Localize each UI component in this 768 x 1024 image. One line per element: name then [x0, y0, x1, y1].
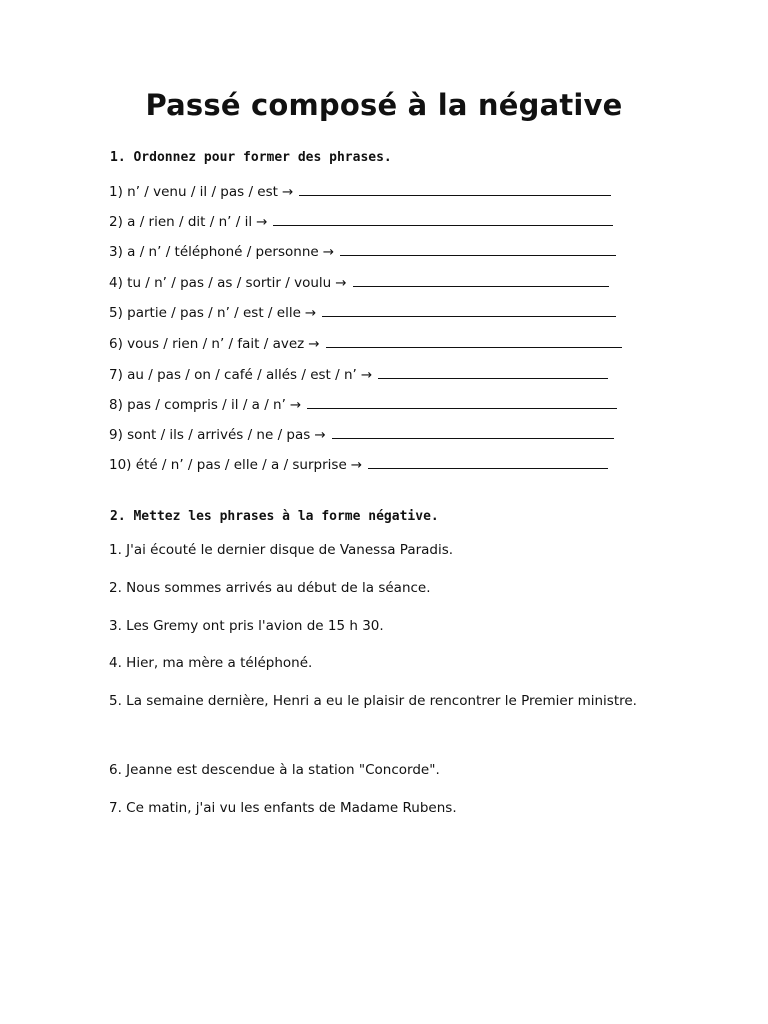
arrow-icon: → [308, 336, 320, 352]
answer-blank [273, 213, 613, 226]
answer-blank [299, 183, 611, 196]
sentence-item-7: 7. Ce matin, j'ai vu les enfants de Madame Rubens. [109, 800, 457, 816]
arrow-icon: → [281, 184, 294, 200]
answer-blank [378, 366, 608, 379]
arrow-icon: → [350, 457, 363, 473]
exercise-prompt: 10) été / n’ / pas / elle / a / surprise [109, 457, 347, 473]
answer-blank [326, 335, 622, 348]
exercise-row-4 [109, 273, 669, 293]
exercise-row-2 [109, 212, 669, 232]
answer-blank [307, 396, 617, 409]
sentence-item-4: 4. Hier, ma mère a téléphoné. [109, 655, 313, 671]
answer-blank [353, 274, 609, 287]
arrow-icon: → [256, 214, 268, 230]
exercise-prompt: 1) n’ / venu / il / pas / est [109, 184, 278, 200]
exercise-row-9 [109, 425, 669, 445]
section-2-heading: 2. Mettez les phrases à la forme négative. [110, 509, 439, 524]
sentence-item-3: 3. Les Gremy ont pris l'avion de 15 h 30. [109, 618, 384, 634]
exercise-prompt: 6) vous / rien / n’ / fait / avez [109, 336, 305, 352]
exercise-prompt: 9) sont / ils / arrivés / ne / pas [109, 427, 311, 443]
exercise-row-6 [109, 334, 669, 354]
sentence-item-6: 6. Jeanne est descendue à la station "Concorde". [109, 762, 440, 778]
page-title: Passé composé à la négative [145, 88, 623, 122]
exercise-row-7 [109, 365, 669, 385]
sentence-item-2: 2. Nous sommes arrivés au début de la séance. [109, 580, 431, 596]
answer-blank [322, 304, 616, 317]
exercise-prompt: 7) au / pas / on / café / allés / est / n’ [109, 367, 357, 383]
arrow-icon: → [322, 244, 335, 260]
exercise-row-1 [109, 182, 669, 202]
answer-blank [368, 456, 608, 469]
exercise-prompt: 4) tu / n’ / pas / as / sortir / voulu [109, 275, 332, 291]
sentence-item-1: 1. J'ai écouté le dernier disque de Vanessa Paradis. [109, 542, 454, 558]
exercise-prompt: 8) pas / compris / il / a / n’ [109, 397, 286, 413]
arrow-icon: → [304, 305, 317, 321]
exercise-row-8 [109, 395, 669, 415]
answer-blank [332, 426, 614, 439]
exercise-prompt: 5) partie / pas / n’ / est / elle [109, 305, 301, 321]
answer-blank [340, 243, 616, 256]
exercise-row-3 [109, 242, 669, 262]
arrow-icon: → [289, 397, 302, 413]
sentence-item-5: 5. La semaine dernière, Henri a eu le plaisir de rencontrer le Premier ministre. [109, 693, 637, 709]
section-1-heading: 1. Ordonnez pour former des phrases. [110, 150, 392, 165]
arrow-icon: → [335, 275, 347, 291]
exercise-prompt: 3) a / n’ / téléphoné / personne [109, 244, 319, 260]
arrow-icon: → [314, 427, 326, 443]
exercise-prompt: 2) a / rien / dit / n’ / il [109, 214, 253, 230]
arrow-icon: → [360, 367, 373, 383]
exercise-row-5 [109, 303, 669, 323]
exercise-row-10 [109, 455, 669, 475]
